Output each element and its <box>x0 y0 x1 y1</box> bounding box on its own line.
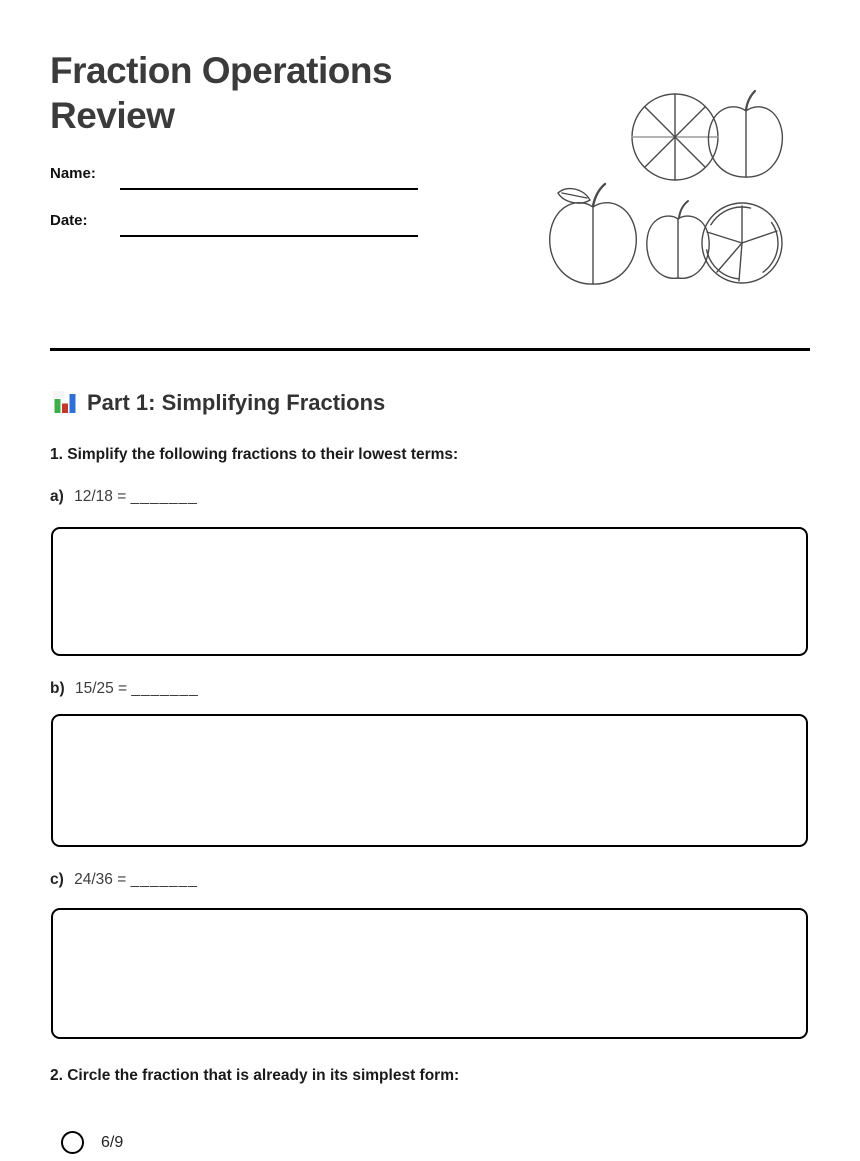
option-label-6-9: 6/9 <box>101 1133 124 1151</box>
name-input-line[interactable] <box>120 188 418 190</box>
name-field-row <box>50 165 96 187</box>
question1-prompt: 1. Simplify the following fractions to their lowest terms: <box>50 446 459 463</box>
item-a-expression: 12/18 = <box>74 488 127 505</box>
small-apple-halves-icon <box>647 201 709 278</box>
item-b-row <box>50 680 199 698</box>
apple-with-leaf-icon <box>550 184 637 284</box>
item-c-row <box>50 871 198 889</box>
item-b-answer-blank[interactable]: _______ <box>131 680 199 697</box>
part1-heading <box>52 390 385 416</box>
answer-box-c[interactable] <box>51 908 808 1039</box>
sketch-group <box>550 91 783 284</box>
answer-box-b[interactable] <box>51 714 808 847</box>
answer-box-a[interactable] <box>51 527 808 656</box>
question2-prompt: 2. Circle the fraction that is already in its simplest form: <box>50 1067 460 1084</box>
date-input-line[interactable] <box>120 235 418 237</box>
item-c-answer-blank[interactable]: _______ <box>130 871 198 888</box>
item-a-answer-blank[interactable]: _______ <box>130 488 198 505</box>
name-label: Name: <box>50 165 96 182</box>
orange-eighths-icon <box>632 94 718 180</box>
item-a-row <box>50 488 198 506</box>
fruits-fraction-illustration <box>545 85 795 290</box>
date-label: Date: <box>50 212 88 229</box>
date-field-row <box>50 212 88 234</box>
item-c-expression: 24/36 = <box>74 871 127 888</box>
part1-heading-text: Part 1: Simplifying Fractions <box>87 390 386 415</box>
radio-button-6-9[interactable] <box>61 1131 84 1154</box>
item-c-letter: c) <box>50 871 64 888</box>
question2-option-row <box>61 1131 123 1154</box>
item-b-expression: 15/25 = <box>74 680 128 697</box>
apple-halves-icon <box>708 91 782 177</box>
item-b-letter: b) <box>50 680 65 697</box>
section-divider <box>50 348 810 351</box>
bar-chart-icon <box>52 390 78 416</box>
page-title: Fraction Operations Review <box>50 50 393 136</box>
item-a-letter: a) <box>50 488 64 505</box>
orange-fifths-icon <box>702 203 782 283</box>
